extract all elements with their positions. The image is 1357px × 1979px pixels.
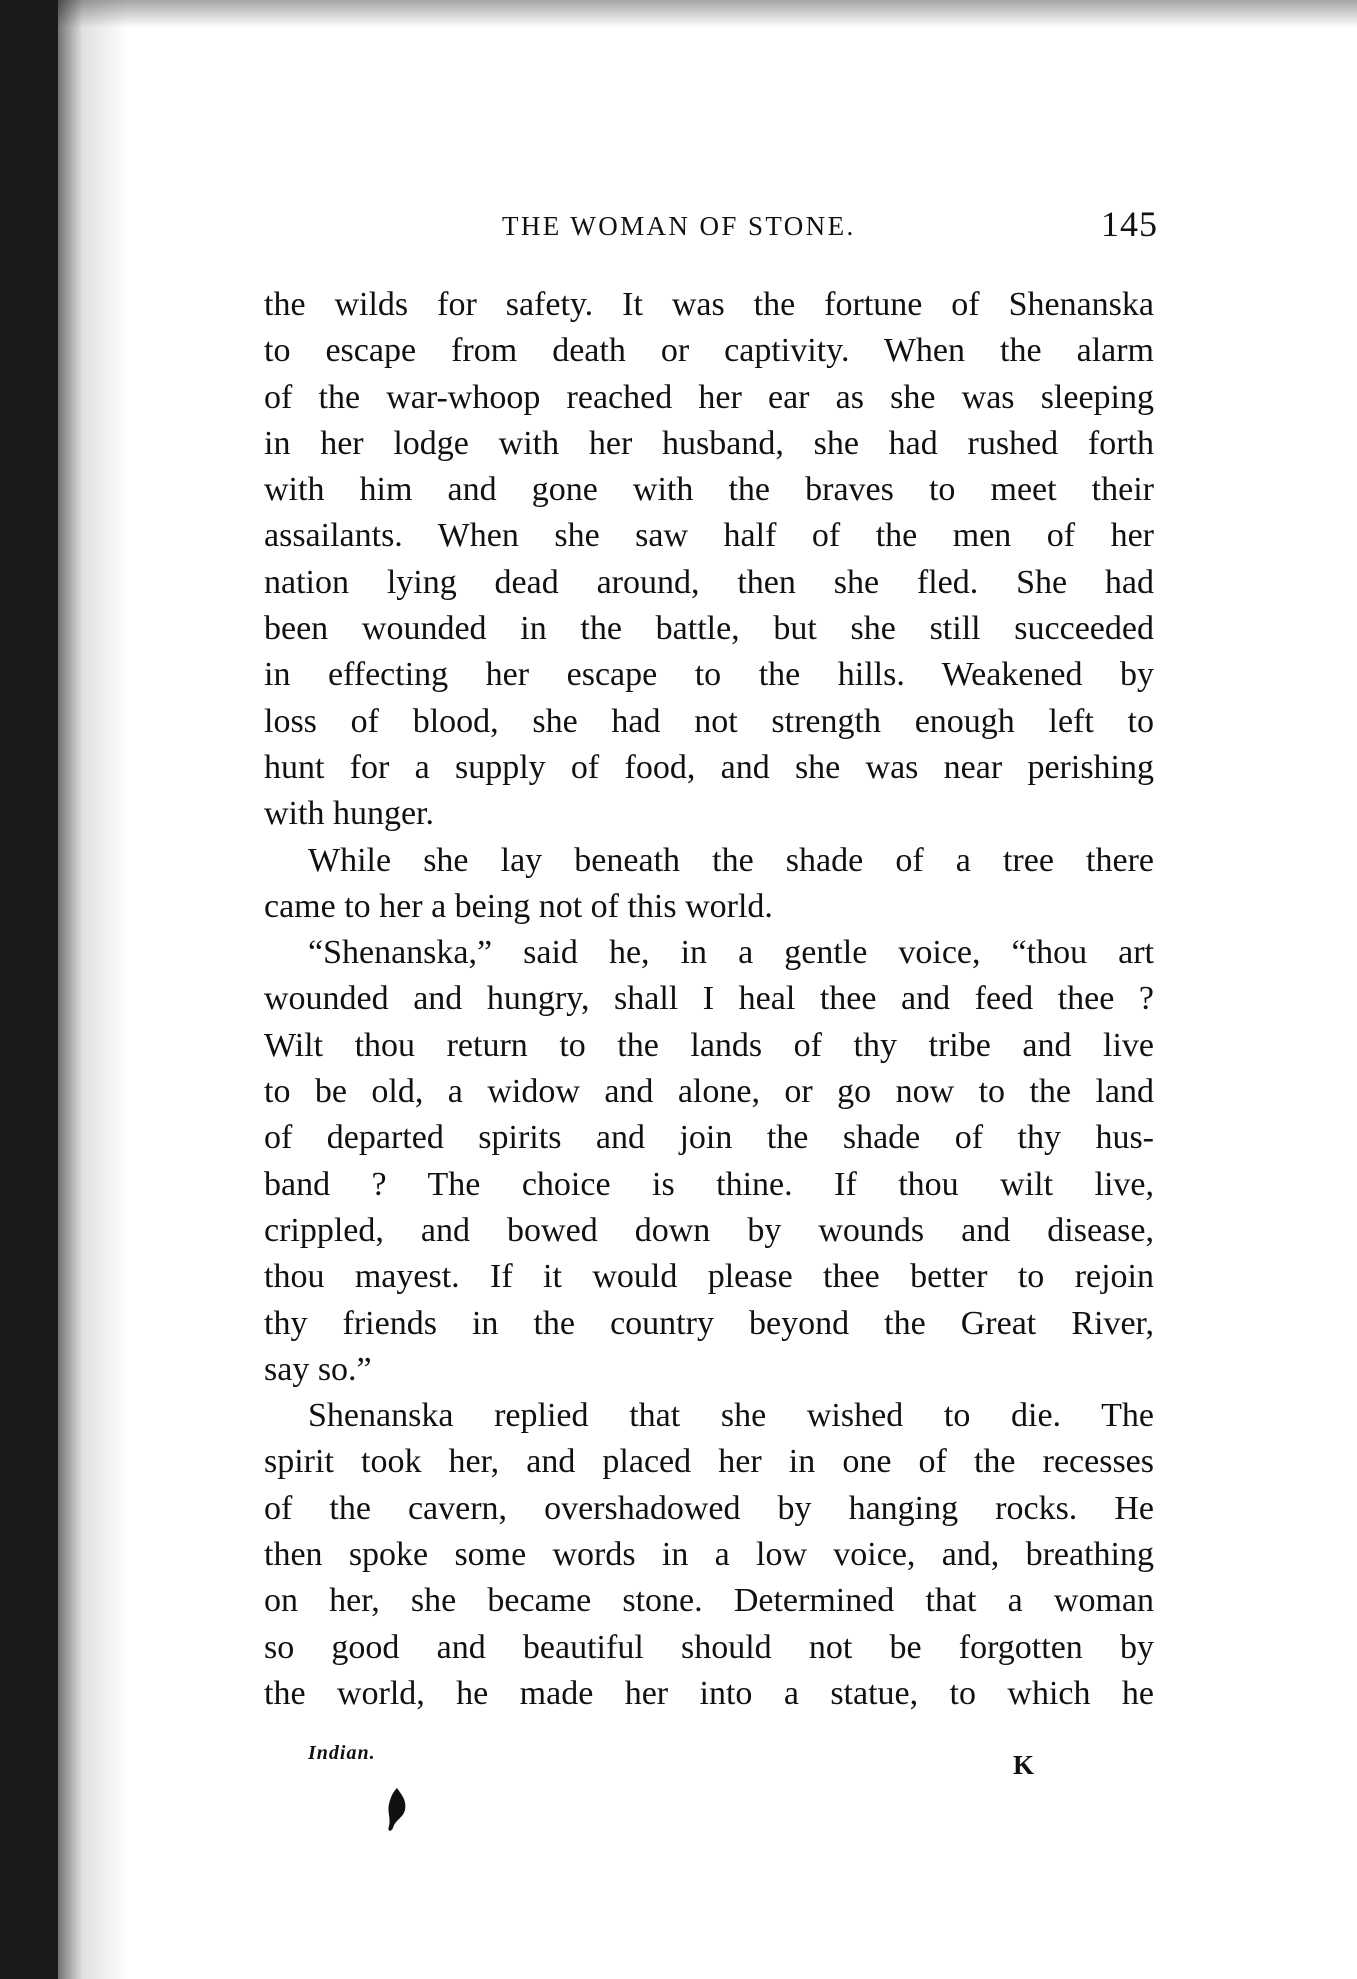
book-page [58, 0, 1357, 1979]
text-line: crippled, and bowed down by wounds and disease, [264, 1211, 1154, 1249]
page-number: 145 [1101, 204, 1158, 244]
text-line: to escape from death or captivity. When the alarm [264, 332, 1154, 370]
running-title: THE WOMAN OF STONE. [502, 211, 856, 241]
text-line: in effecting her escape to the hills. Weakened by [264, 656, 1154, 694]
text-line: of departed spirits and join the shade of thy hus- [264, 1119, 1154, 1157]
text-line: band ? The choice is thine. If thou wilt live, [264, 1165, 1154, 1203]
text-line: say so.” [264, 1350, 372, 1388]
text-line: came to her a being not of this world. [264, 887, 773, 925]
ink-blot-icon [383, 1786, 411, 1834]
text-line: with him and gone with the braves to meet their [264, 471, 1154, 509]
text-line: loss of blood, she had not strength enough left to [264, 702, 1154, 740]
text-line: of the cavern, overshadowed by hanging rocks. He [264, 1489, 1154, 1527]
text-line: to be old, a widow and alone, or go now to the land [264, 1073, 1154, 1111]
text-line: While she lay beneath the shade of a tree there [308, 841, 1154, 879]
text-line: so good and beautiful should not be forgotten by [264, 1628, 1154, 1666]
text-line: of the war-whoop reached her ear as she was sleeping [264, 378, 1154, 416]
text-line: been wounded in the battle, but she still succeeded [264, 610, 1154, 648]
text-line: thou mayest. If it would please thee better to rejoin [264, 1258, 1154, 1296]
text-line: wounded and hungry, shall I heal thee and feed thee ? [264, 980, 1154, 1018]
text-line: on her, she became stone. Determined that a woman [264, 1582, 1154, 1620]
text-line: Shenanska replied that she wished to die. The [308, 1397, 1154, 1435]
text-line: thy friends in the country beyond the Great River, [264, 1304, 1154, 1342]
text-line: assailants. When she saw half of the men of her [264, 517, 1154, 555]
scan-background-edge [0, 0, 58, 1979]
top-edge-shadow [58, 0, 1357, 28]
text-line: in her lodge with her husband, she had rushed forth [264, 424, 1154, 462]
text-line: then spoke some words in a low voice, and, breathing [264, 1536, 1154, 1574]
text-line: Wilt thou return to the lands of thy tribe and live [264, 1026, 1154, 1064]
text-line: nation lying dead around, then she fled. She had [264, 563, 1154, 601]
signature-mark: Indian. [308, 1742, 376, 1764]
text-line: with hunger. [264, 795, 434, 833]
text-line: the wilds for safety. It was the fortune of Shenanska [264, 286, 1154, 323]
gutter-shadow [58, 0, 128, 1979]
text-line: spirit took her, and placed her in one of the recesses [264, 1443, 1154, 1481]
gathering-signature: K [1013, 1750, 1035, 1780]
body-text [264, 282, 1154, 1717]
running-head [448, 203, 1158, 249]
text-line: “Shenanska,” said he, in a gentle voice, “thou art [308, 934, 1154, 972]
text-line: hunt for a supply of food, and she was near perishing [264, 748, 1154, 786]
text-line: the world, he made her into a statue, to which he [264, 1674, 1154, 1712]
